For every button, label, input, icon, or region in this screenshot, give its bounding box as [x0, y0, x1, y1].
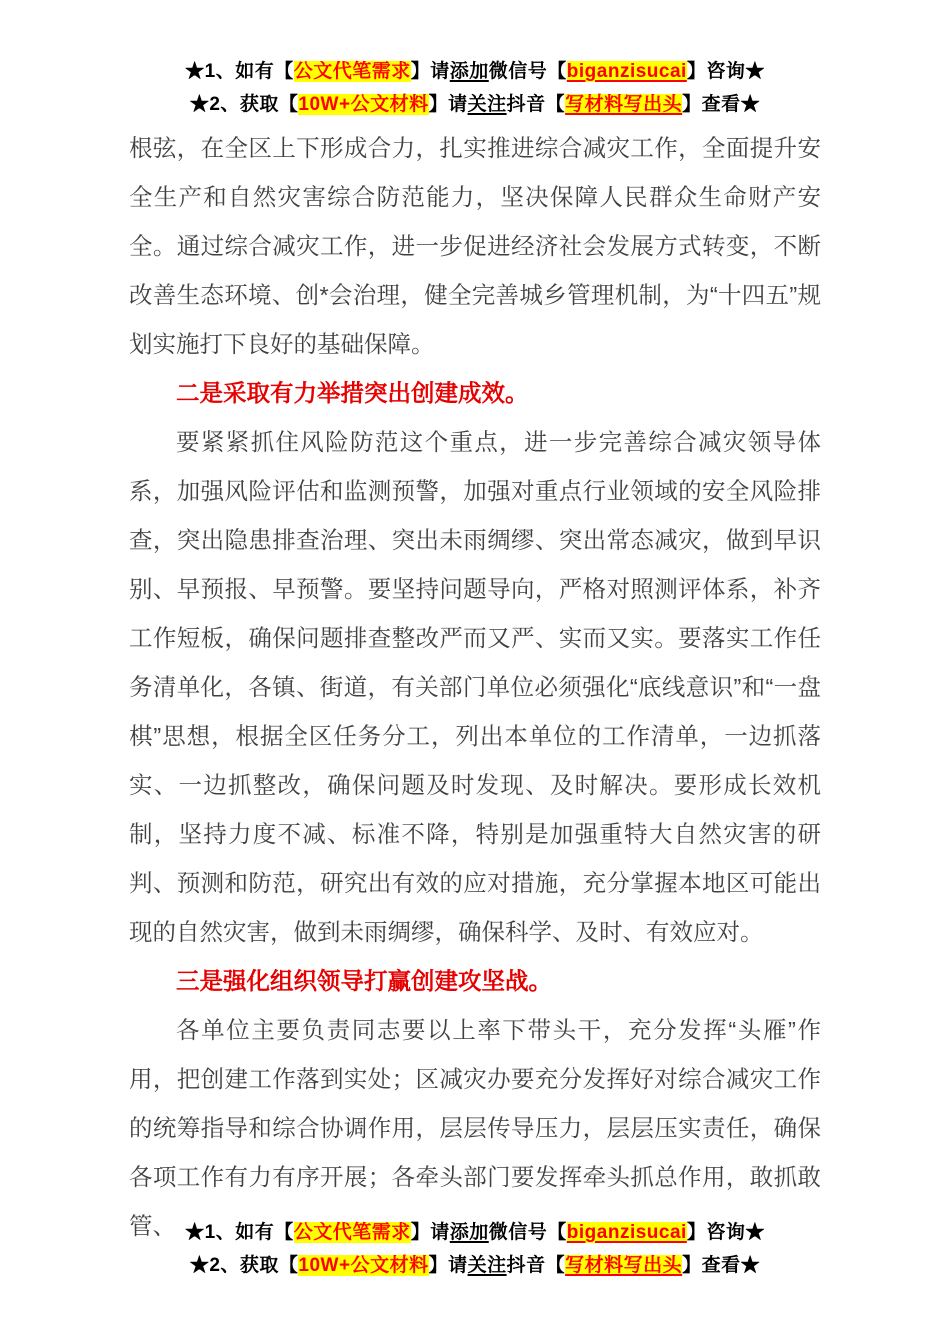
promo-footer [0, 1216, 950, 1282]
promo-highlight-text: 公文代笔需求 [293, 1222, 411, 1243]
promo-text: ★2、获取【 [189, 94, 299, 115]
promo-text: 】查看★ [682, 1255, 761, 1276]
promo-highlight-text: 10W+公文材料 [298, 1255, 429, 1276]
promo-text: 】请 [428, 1255, 468, 1276]
promo-text: 添加 [449, 1222, 489, 1243]
body-paragraph: 根弦，在全区上下形成合力，扎实推进综合减灾工作，全面提升安全生产和自然灾害综合防范能力，坚决保障人民群众生命财产安全。通过综合减灾工作，进一步促进经济社会发展方式转变，不断改善生态环境、创*会治理，健全完善城乡管理机制，为“十四五”规划实施打下良好的基础保障。 [129, 135, 821, 357]
promo-text: ★1、如有【 [185, 61, 294, 82]
body-paragraph: 各单位主要负责同志要以上率下带头干，充分发挥“头雁”作用，把创建工作落到实处；区减灾办要充分发挥好对综合减灾工作的统筹指导和综合协调作用，层层传导压力，层层压实责任，确保各项工作有力有序开展；各牵头部门要发挥牵头抓总作用，敢抓敢管、 [129, 1017, 821, 1239]
promo-header-line-2 [0, 88, 950, 121]
promo-text: 微信号【 [488, 1222, 567, 1243]
promo-text: 】咨询★ [686, 61, 765, 82]
promo-text: 】请 [410, 1222, 450, 1243]
promo-footer-line-1 [0, 1216, 950, 1249]
promo-text: 关注 [467, 94, 507, 115]
promo-text: 抖音【 [506, 94, 566, 115]
promo-text: ★1、如有【 [185, 1222, 294, 1243]
promo-text: 微信号【 [488, 61, 567, 82]
promo-highlight-text: 公文代笔需求 [293, 61, 411, 82]
promo-highlight-text: biganzisucai [566, 61, 687, 82]
promo-footer-line-2 [0, 1249, 950, 1282]
promo-text: 】请 [410, 61, 450, 82]
promo-highlight-text: 写材料写出头 [565, 1255, 683, 1276]
promo-highlight-text: biganzisucai [566, 1222, 687, 1243]
promo-header-line-1 [0, 55, 950, 88]
promo-highlight-text: 10W+公文材料 [298, 94, 429, 115]
promo-highlight-text: 写材料写出头 [565, 94, 683, 115]
promo-text: 】请 [428, 94, 468, 115]
document-body [129, 124, 821, 1251]
promo-text: 关注 [467, 1255, 507, 1276]
section-heading: 二是采取有力举措突出创建成效。 [176, 380, 529, 406]
section-heading: 三是强化组织领导打赢创建攻坚战。 [176, 968, 552, 994]
promo-text: ★2、获取【 [189, 1255, 299, 1276]
promo-text: 】咨询★ [686, 1222, 765, 1243]
promo-header [0, 55, 950, 121]
promo-text: 添加 [449, 61, 489, 82]
body-paragraph: 要紧紧抓住风险防范这个重点，进一步完善综合减灾领导体系，加强风险评估和监测预警，加强对重点行业领域的安全风险排查，突出隐患排查治理、突出未雨绸缪、突出常态减灾，做到早识别、早预报、早预警。要坚持问题导向，严格对照测评体系，补齐工作短板，确保问题排查整改严而又严、实而又实。要落实工作任务清单化，各镇、街道，有关部门单位必须强化“底线意识”和“一盘棋”思想，根据全区任务分工，列出本单位的工作清单，一边抓落实、一边抓整改，确保问题及时发现、及时解决。要形成长效机制，坚持力度不减、标准不降，特别是加强重特大自然灾害的研判、预测和防范，研究出有效的应对措施，充分掌握本地区可能出现的自然灾害，做到未雨绸缪，确保科学、及时、有效应对。 [129, 429, 821, 945]
promo-text: 抖音【 [506, 1255, 566, 1276]
promo-text: 】查看★ [682, 94, 761, 115]
